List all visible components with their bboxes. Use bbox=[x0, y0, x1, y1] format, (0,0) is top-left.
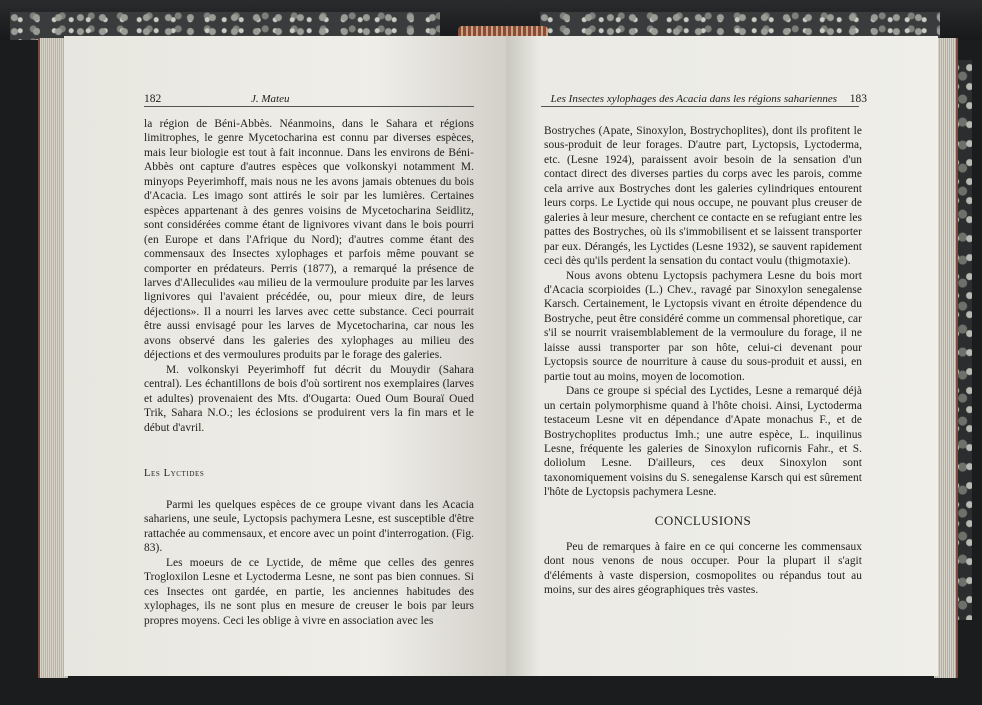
right-page bbox=[506, 36, 938, 676]
paragraph: Nous avons obtenu Lyctopsis pachymera Lesne du bois mort d'Acacia scorpioides (L.) Chev., ravagé par Sinoxylon senegalense Karsch. Certainement, le Lyctopsis vivant en étroite dépendence du Bostryche, peut être considéré comme un commensal phoretique, car s'il se nourrit vraisemblablement de la vermoulure du forage, il ne laisse aussi transporter par son hôte, celui-ci devenant pour Lyctopsis source de nourriture à cause du sous-produit et aussi, en partie tout au moins, moyen de locomotion. bbox=[544, 269, 862, 383]
section-heading: Les Lyctides bbox=[144, 468, 205, 479]
page-number: 183 bbox=[849, 93, 867, 105]
paragraph: Dans ce groupe si spécial des Lyctides, Lesne a remarqué déjà un certain polymorphisme quand à l'hôte choisi. Ainsi, Lyctoderma testaceum Lesne vit en dépendance d'Apate monachus F., et de Bostrychoplites productus Imh.; une autre espèce, L. inquilinus Lesne, fréquente les galeries de Sinoxylon ruficornis Fahr., et S. doliolum Lesne. D'ailleurs, ces deux Sinoxylon sont taxonomiquement voisins du S. senegalense Karsch qui est sûrement l'hôte de Lyctopsis pachymera Lesne. bbox=[544, 385, 862, 499]
paragraph: la région de Béni-Abbès. Néanmoins, dans le Sahara et régions limitrophes, le genre Mycetocharina est connu par diverses espèces, mais leur biologie est tout à fait inconnue. Dans les environs de Béni-Abbès ont capture d'autres espèces que volkonskyi notamment M. minyops Peyerimhoff, mais nous ne les avons jamais obtenues du bois d'Acacia. Les imago sont attirés le soir par les lumières. Certaines espèces appartenant à des genres voisins de Mycetocharina Seidlitz, sont considérées comme étant de lignivores vivant dans le bois pourri (en Europe et dans l'Afrique du Nord); d'autres comme étant des commensaux des Insectes xylophages et parfois même pouvant se comporter en prédateurs. Perris (1877), a remarqué la présence de larves d'Alleculides «au milieu de la vermoulure produite par les larves lignivores qui l'avaient précédée, ou, pour mieux dire, de leurs déjections». Il a nourri les larves avec cette substance. Ceci pourrait être aussi envisagé pour les larves de Mycetocharina, car nous les avons observé dans les galeries des xylophages au milieu des déjections et des vermoulures produits par le forage des galeries. bbox=[144, 118, 474, 362]
right-body-text-1 bbox=[544, 124, 862, 500]
left-page bbox=[64, 36, 506, 676]
page-number: 182 bbox=[144, 93, 162, 105]
right-page-header bbox=[541, 93, 867, 107]
left-page-header bbox=[144, 93, 474, 107]
paragraph: Peu de remarques à faire en ce qui concerne les commensaux dont nous venons de nous occuper. Pour la plupart il s'agit d'éléments à vaste dispersion, cosmopolites ou répandus tout au moins, sur des aires géographiques très vastes. bbox=[544, 541, 862, 597]
left-body-text-2 bbox=[144, 498, 474, 628]
running-head: J. Mateu bbox=[251, 93, 290, 105]
left-body-text-1 bbox=[144, 117, 474, 435]
running-head: Les Insectes xylophages des Acacia dans les régions sahariennes bbox=[550, 93, 837, 105]
conclusions-heading: CONCLUSIONS bbox=[654, 513, 752, 528]
open-book bbox=[38, 30, 958, 678]
paragraph: Les moeurs de ce Lyctide, de même que celles des genres Trogloxilon Lesne et Lyctoderma Lesne, ne sont pas bien connues. Si ces Insectes ont gardée, en partie, les anciennes habitudes des xylophages, ils ne sont plus en mesure de creuser le bois par leurs propres moyens. Ceci les oblige à vivre en association avec les bbox=[144, 556, 474, 627]
paragraph: Bostryches (Apate, Sinoxylon, Bostrychoplites), dont ils profitent le sous-produit de leur forages. D'autre part, Lyctopsis, Lyctoderma, etc. (Lesne 1924), paraissent avoir besoin de la sensation d'un contact direct des diverses parties du corps avec les parois, comme cela arrive aux Bostryches dont les galeries cylindriques entourent leurs corps. Le Lyctide qui nous occupe, ne pouvant plus creuser de galeries à leur mesure, cherchent ce contacte en se refugiant entre les pattes des Bostryches, où ils s'immobilisent et se laissent transporter par eux. Dérangés, les Lyctides (Lesne 1932), se sauvent rapidement ceci dès qu'ils perdent la sensation du contact voulu (thigmotaxie). bbox=[544, 125, 862, 268]
paragraph: Parmi les quelques espèces de ce groupe vivant dans les Acacia sahariens, une seule, Lyctopsis pachymera Lesne, est susceptible d'être rattachée au commensaux, et encore avec un point d'interrogation. (Fig. 83). bbox=[144, 499, 474, 555]
right-body-text-2 bbox=[544, 540, 862, 598]
paragraph: M. volkonskyi Peyerimhoff fut décrit du Mouydir (Sahara central). Les échantillons de bois d'où sortirent nos exemplaires (larves et adultes) provenaient des Mts. d'Ougarta: Oued Oum Bouraï Oued Trik, Sahara N.O.; les éclosions se produirent vers la fin mars et le début d'avril. bbox=[144, 363, 474, 434]
